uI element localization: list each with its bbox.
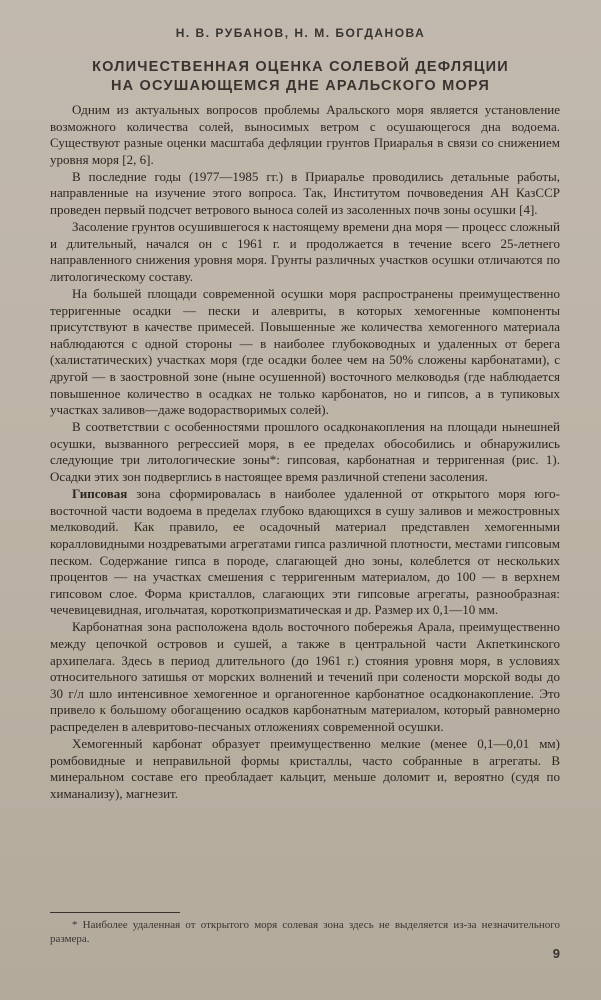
article-title-line-1: КОЛИЧЕСТВЕННАЯ ОЦЕНКА СОЛЕВОЙ ДЕФЛЯЦИИ (92, 59, 509, 75)
paragraph-2: В последние годы (1977—1985 гг.) в Приаралье проводились детальные работы, направленные на изучение этого вопроса. Так, Институтом почвоведения АН КазССР проведен первый подсчет ветрового выноса солей из засоленных почв зоны осушки [4]. (50, 168, 560, 218)
paragraph-6-lead-term: Гипсовая (72, 486, 128, 502)
article-body (50, 102, 560, 803)
paragraph-4: На большей площади современной осушки моря распространены преимущественно терригенные осадки — пески и алевриты, в которых хемогенные компоненты присутствуют в качестве примесей. Повышенные же количества хемогенного материала наблюдаются с одной стороны — в наиболее глубоководных и удаленных от берега (халистатических) участках моря (где осадки более чем на 50% сложены карбонатами), с другой — в заостровной зоне (ныне осушенной) восточного мелководья (где наблюдается повышенное количество в осадках не только карбонатов, но и гипсов, а в тупиковых участках заливов—даже водорастворимых солей). (50, 286, 560, 418)
article-authors: Н. В. РУБАНОВ, Н. М. БОГДАНОВА (175, 26, 426, 40)
paragraph-6 (50, 486, 560, 619)
paragraph-5: В соответствии с особенностями прошлого осадконакопления на площади нынешней осушки, вызванного регрессией моря, в ее пределах обособились и обнаружились следующие три литологические зоны*: гипсовая, карбонатная и терригенная (рис. 1). Осадки этих зон подверглись в настоящее время различной степени засоления. (50, 419, 560, 485)
paragraph-6-text: зона сформировалась в наиболее удаленной от открытого моря юго-восточной части водоема в пределах глубоко вдающихся в сушу заливов и межостровных мелководий. Как правило, ее осадочный материал представлен хемогенными коралловидными ноздреватыми агрегатами гипса различной плотности, местами гипсовым песком. Содержание гипса в породе, слагающей дно зоны, колеблется от нескольких процентов — на участках смешения с терригенным материалом, до 100 — в верхнем гипсовом слое. Форма кристаллов, слагающих эти гипсовые агрегаты, разнообразная: чечевицевидная, игольчатая, короткопризматическая и др. Размер их 0,1—10 мм. (50, 486, 560, 618)
paragraph-8: Хемогенный карбонат образует преимущественно мелкие (менее 0,1—0,01 мм) ромбовидные и неправильной формы кристаллы, часто собранные в агрегаты. В минеральном составе его преобладает кальцит, меньше доломит и, вероятно (судя по химанализу), магнезит. (50, 736, 560, 801)
article-title (50, 58, 551, 96)
footnote: * Наиболее удаленная от открытого моря солевая зона здесь не выделяется из-за незначительного размера. (50, 919, 560, 945)
page-number: 9 (552, 946, 560, 961)
footnote-divider (50, 912, 180, 913)
paragraph-3: Засоление грунтов осушившегося к настоящему времени дна моря — процесс сложный и длительный, начался он с 1961 г. и продолжается в течение всего 25-летнего направленного снижения уровня моря. Грунты различных участков осушки отличаются по литологическому составу. (50, 219, 560, 284)
paragraph-1: Одним из актуальных вопросов проблемы Аральского моря является установление возможного количества солей, выносимых ветром с осушающегося дна водоема. Существуют разные оценки масштаба дефляции грунтов Приаралья в связи со снижением уровня моря [2, 6]. (50, 102, 560, 167)
paragraph-7: Карбонатная зона расположена вдоль восточного побережья Арала, преимущественно между цепочкой островов и сушей, а также в центральной части Акпеткинского архипелага. Здесь в период длительного (до 1961 г.) стояния уровня моря, в условиях относительного затишья от морских волнений и течений при солености морской воды до 30 г/л шло интенсивное хемогенное и органогенное карбонатное осадконакопление. Это привело к большому обогащению осадков карбонатным материалом, который равномерно распределен в алевритово-песчаных отложениях современной осушки. (50, 619, 560, 734)
article-title-line-2: НА ОСУШАЮЩЕМСЯ ДНЕ АРАЛЬСКОГО МОРЯ (110, 78, 491, 94)
